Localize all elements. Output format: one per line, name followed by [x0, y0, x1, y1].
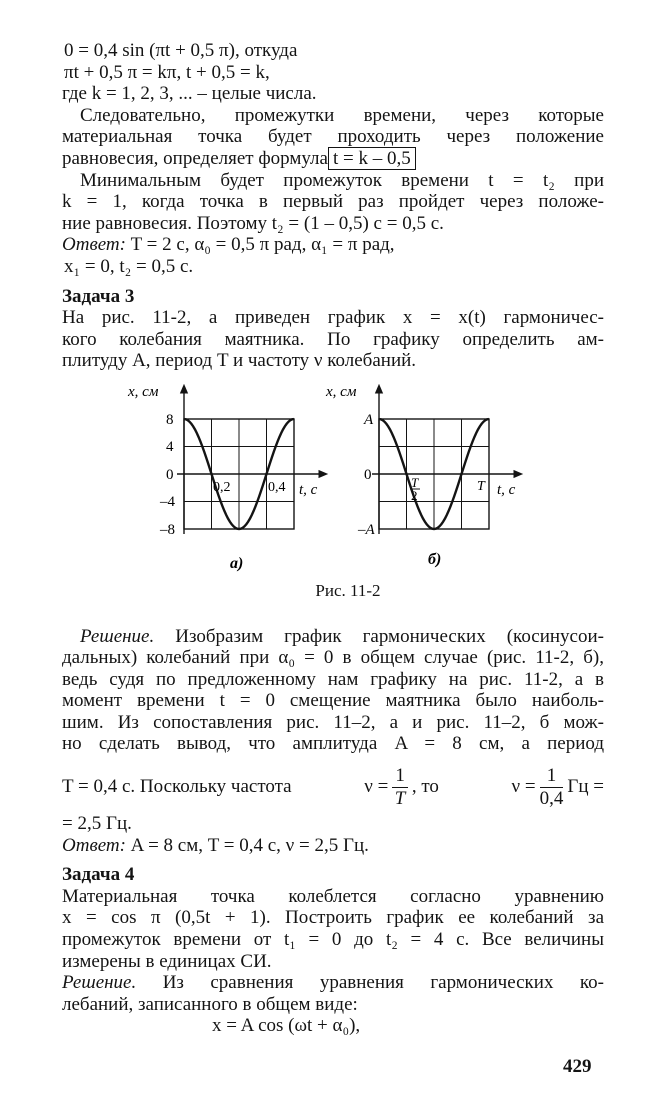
text-line: Материальная точка колеблется согласно уравнению — [62, 885, 604, 907]
text-fragment: Гц = — [567, 776, 604, 798]
formula-line-1: 0 = 0,4 sin (πt + 0,5 π), откуда — [64, 40, 298, 61]
text-line — [62, 148, 604, 170]
graph-b-ytick: –A — [358, 521, 375, 538]
answer-text: A = 8 см, T = 0,4 с, ν = 2,5 Гц. — [125, 834, 369, 856]
graph-b-xtick-half-den: 2 — [411, 487, 418, 503]
graph-a-ytick: –4 — [160, 493, 175, 510]
graph-a-ytick: 0 — [166, 466, 174, 483]
text-line: Минимальным будет промежуток времени t = t₂ при — [80, 169, 604, 191]
text-line: x = cos π (0,5t + 1). Построить график ее колебаний за — [62, 907, 604, 929]
solution-label: Решение. — [62, 972, 137, 994]
nu-formula-1 — [364, 761, 439, 813]
text-fragment: Изобразим график гармонических (косинусои- — [154, 625, 604, 647]
solution-label: Решение. — [80, 625, 155, 647]
answer-line-2: x₁ = 0, t₂ = 0,5 с. — [64, 255, 194, 277]
graph-a-ylabel: x, см — [128, 383, 159, 400]
graph-b — [325, 384, 519, 568]
answer-line — [62, 234, 604, 256]
graph-a-ytick: 4 — [166, 438, 174, 455]
text-line: ведь судя по предложенному нам графику на рис. 11-2, а в — [62, 668, 604, 690]
graph-b-ylabel: x, см — [326, 383, 357, 400]
figure-11-2 — [62, 384, 604, 580]
text-fragment: Из сравнения уравнения гармонических ко- — [136, 972, 604, 994]
graph-b-xtick-half-num: T — [411, 474, 419, 490]
text-line: плитуду A, период T и частоту ν колебаний. — [62, 350, 417, 372]
fraction-denominator: 0,4 — [539, 788, 564, 810]
text-line: На рис. 11-2, а приведен график x = x(t) гармоничес- — [62, 307, 604, 329]
graph-a-xtick: 0,2 — [213, 479, 231, 495]
text-line: но сделать вывод, что амплитуда A = 8 см, а период — [62, 733, 604, 755]
task3-heading: Задача 3 — [62, 285, 135, 307]
text-line: промежуток времени от t₁ = 0 до t₂ = 4 с. Все величины — [62, 929, 604, 951]
text-line: шим. Из сопоставления рис. 11–2, а и рис. 11–2, б мож- — [62, 711, 604, 733]
text-line: измерены в единицах СИ. — [62, 950, 272, 972]
graph-b-xtick-full: T — [477, 478, 485, 494]
figure-caption: Рис. 11-2 — [315, 580, 381, 600]
fraction-denominator: T — [394, 788, 406, 810]
fraction-numerator: 1 — [392, 765, 408, 788]
graph-a-xtick: 0,4 — [268, 479, 286, 495]
page-body — [62, 40, 604, 1037]
fraction — [392, 765, 408, 810]
graph-b-xlabel: t, с — [497, 481, 516, 498]
text-fragment: ν = — [364, 776, 389, 798]
text-line — [62, 972, 604, 994]
boxed-formula: t = k – 0,5 — [328, 147, 416, 170]
formula-line-2: πt + 0,5 π = kπ, t + 0,5 = k, — [64, 61, 270, 83]
text-line: Следовательно, промежутки времени, через которые — [80, 104, 604, 126]
text-line: материальная точка будет проходить через положение — [62, 126, 604, 148]
text-line: = 2,5 Гц. — [62, 813, 132, 835]
graph-a-sublabel: а) — [230, 554, 244, 572]
task4-heading: Задача 4 — [62, 864, 135, 886]
answer-label: Ответ: — [62, 234, 126, 256]
nu-formula-2 — [512, 761, 604, 813]
text-line: момент времени t = 0 смещение маятника было наиболь- — [62, 690, 604, 712]
formula-line: x = A cos (ωt + α₀), — [212, 1015, 361, 1037]
graph-a — [127, 384, 324, 572]
text-fragment: , то — [411, 776, 439, 798]
text-line: лебаний, записанного в общем виде: — [62, 993, 358, 1015]
graph-a-ytick: 8 — [166, 411, 174, 428]
answer-line — [62, 835, 604, 857]
text-fragment: равновесия, определяет формула — [62, 147, 328, 169]
graph-b-ytick: 0 — [364, 466, 372, 483]
text-line: ние равновесия. Поэтому t₂ = (1 – 0,5) с = 0,5 с. — [62, 212, 444, 234]
graph-a-xlabel: t, с — [299, 481, 318, 498]
answer-text: T = 2 с, α₀ = 0,5 π рад, α₁ = π рад, — [125, 234, 395, 256]
text-line — [62, 626, 604, 648]
text-line: k = 1, когда точка в первый раз пройдет через положе- — [62, 191, 604, 213]
graph-b-ytick: A — [364, 411, 374, 428]
text-fragment: ν = — [511, 776, 536, 798]
text-line: кого колебания маятника. По графику определить ам- — [62, 328, 604, 350]
page-number: 429 — [563, 1056, 592, 1077]
text-fragment: T = 0,4 с. Поскольку частота — [62, 776, 292, 798]
graph-a-ytick: –8 — [160, 521, 175, 538]
frequency-formula-line — [62, 761, 604, 813]
figure-graphs — [62, 384, 604, 580]
fraction-numerator: 1 — [540, 765, 564, 788]
fraction — [540, 765, 564, 810]
text-line: дальных) колебаний при α₀ = 0 в общем случае (рис. 11-2, б), — [62, 647, 604, 669]
text-line: где k = 1, 2, 3, ... – целые числа. — [62, 83, 317, 105]
answer-label: Ответ: — [62, 834, 126, 856]
graph-b-sublabel: б) — [428, 550, 442, 568]
